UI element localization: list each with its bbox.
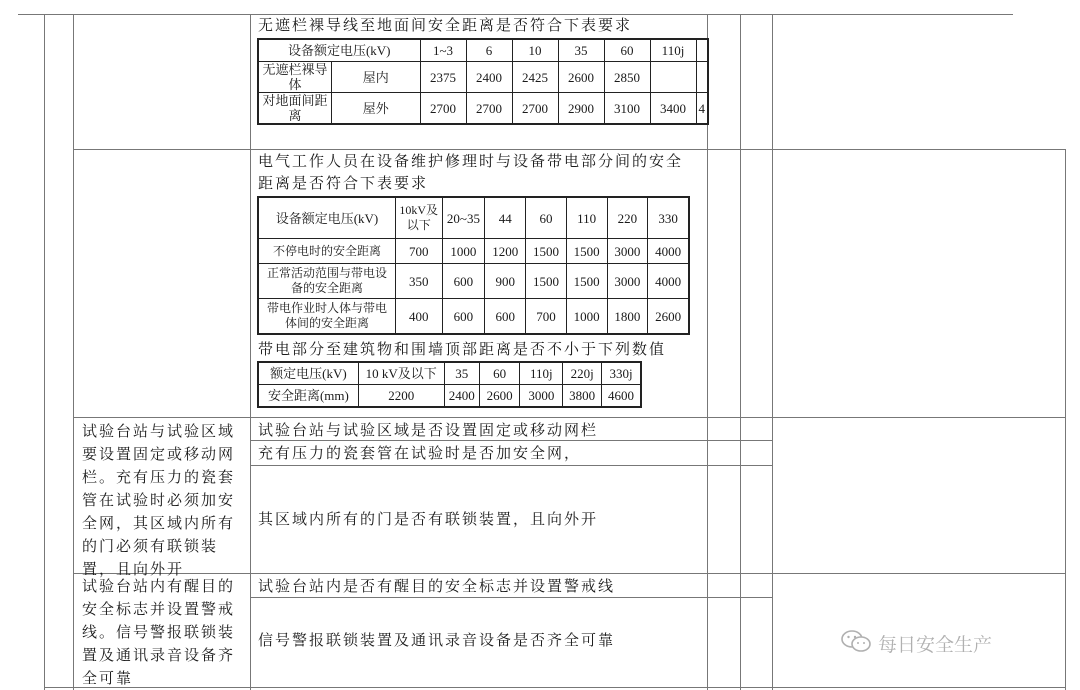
wechat-icon bbox=[840, 628, 878, 659]
t2-cell: 1200 bbox=[485, 239, 526, 264]
t3-voltage: 35 bbox=[444, 362, 479, 385]
t2-voltage: 110 bbox=[566, 197, 607, 239]
section3-item-2: 充有压力的瓷套管在试验时是否加安全网， bbox=[258, 444, 582, 462]
t2-cell: 2600 bbox=[648, 299, 689, 335]
t3-cell: 2600 bbox=[479, 385, 520, 408]
watermark bbox=[840, 628, 992, 659]
t1-cell: 2700 bbox=[466, 93, 512, 125]
section3-item-3: 其区域内所有的门是否有联锁装置，且向外开 bbox=[258, 510, 599, 528]
t2-voltage: 330 bbox=[648, 197, 689, 239]
t2-cell: 700 bbox=[395, 239, 442, 264]
t3-cell: 3000 bbox=[520, 385, 563, 408]
t2-header-label: 设备额定电压(kV) bbox=[258, 197, 395, 239]
t3-voltage: 60 bbox=[479, 362, 520, 385]
t1-cell: 2700 bbox=[512, 93, 558, 125]
t1-header-label: 设备额定电压(kV) bbox=[258, 39, 420, 62]
col-line-3 bbox=[250, 14, 251, 690]
bare-conductor-distance-table bbox=[257, 38, 709, 125]
col-line-7 bbox=[1065, 150, 1066, 690]
t1-cell: 2375 bbox=[420, 62, 466, 93]
col-line-2 bbox=[73, 14, 74, 690]
section3-item-1: 试验台站与试验区域是否设置固定或移动网栏 bbox=[258, 421, 599, 439]
t2-cell: 1500 bbox=[566, 239, 607, 264]
t2-cell: 400 bbox=[395, 299, 442, 335]
t1-voltage: 6 bbox=[466, 39, 512, 62]
t3-voltage: 220j bbox=[563, 362, 602, 385]
t2-cell: 900 bbox=[485, 264, 526, 299]
t2-row-label: 不停电时的安全距离 bbox=[258, 239, 395, 264]
t1-voltage: 10 bbox=[512, 39, 558, 62]
t1-cell: 2700 bbox=[420, 93, 466, 125]
t1-cell: 3400 bbox=[650, 93, 696, 125]
t2-row-label: 带电作业时人体与带电体间的安全距离 bbox=[258, 299, 395, 335]
t2-cell: 1000 bbox=[566, 299, 607, 335]
section4-item-1: 试验台站内是否有醒目的安全标志并设置警戒线 bbox=[258, 577, 616, 595]
t1-voltage: 110j bbox=[650, 39, 696, 62]
section4-requirement: 试验台站内有醒目的安全标志并设置警戒线。信号警报联锁装置及通讯录音设备齐全可靠 bbox=[82, 577, 236, 687]
t2-cell: 600 bbox=[442, 264, 485, 299]
section3-requirement: 试验台站与试验区域要设置固定或移动网栏。充有压力的瓷套管在试验时必须加安全网，其区域内所有的门必须有联锁装置，且向外开 bbox=[82, 422, 236, 578]
col-line-6 bbox=[772, 14, 773, 690]
t3-row-label: 安全距离(mm) bbox=[258, 385, 358, 408]
t2-cell: 600 bbox=[485, 299, 526, 335]
t3-cell: 4600 bbox=[602, 385, 641, 408]
t2-cell: 700 bbox=[526, 299, 567, 335]
t2-voltage: 10kV及以下 bbox=[395, 197, 442, 239]
t2-cell: 350 bbox=[395, 264, 442, 299]
maintenance-safety-distance-table bbox=[257, 196, 690, 335]
t2-cell: 1500 bbox=[526, 239, 567, 264]
t2-cell: 1800 bbox=[607, 299, 648, 335]
t1-row-type: 屋内 bbox=[332, 62, 421, 93]
t3-voltage: 10 kV及以下 bbox=[358, 362, 444, 385]
t2-row-label: 正常活动范围与带电设备的安全距离 bbox=[258, 264, 395, 299]
t3-header-label: 额定电压(kV) bbox=[258, 362, 358, 385]
t1-voltage bbox=[696, 39, 708, 62]
t1-cell: 2400 bbox=[466, 62, 512, 93]
t2-cell: 1500 bbox=[566, 264, 607, 299]
t1-voltage: 60 bbox=[604, 39, 650, 62]
t2-voltage: 20~35 bbox=[442, 197, 485, 239]
t1-voltage: 1~3 bbox=[420, 39, 466, 62]
t1-row-type: 屋外 bbox=[332, 93, 421, 125]
section1-question: 无遮栏裸导线至地面间安全距离是否符合下表要求 bbox=[258, 16, 633, 34]
t2-voltage: 60 bbox=[526, 197, 567, 239]
t1-cell: 2425 bbox=[512, 62, 558, 93]
t2-cell: 1500 bbox=[526, 264, 567, 299]
watermark-text: 每日安全生产 bbox=[878, 634, 993, 656]
t2-cell: 4000 bbox=[648, 239, 689, 264]
t2-voltage: 44 bbox=[485, 197, 526, 239]
t1-cell: 4 bbox=[696, 93, 708, 125]
t2-voltage: 220 bbox=[607, 197, 648, 239]
t1-cell bbox=[696, 62, 708, 93]
section2-question-line2: 距离是否符合下表要求 bbox=[258, 174, 429, 192]
t3-cell: 3800 bbox=[563, 385, 602, 408]
t3-voltage: 330j bbox=[602, 362, 641, 385]
t1-cell: 3100 bbox=[604, 93, 650, 125]
t1-cell bbox=[650, 62, 696, 93]
t1-cell: 2850 bbox=[604, 62, 650, 93]
t3-voltage: 110j bbox=[520, 362, 563, 385]
section4-item-2: 信号警报联锁装置及通讯录音设备是否齐全可靠 bbox=[258, 631, 616, 649]
t2-cell: 600 bbox=[442, 299, 485, 335]
t3-cell: 2200 bbox=[358, 385, 444, 408]
t2-cell: 4000 bbox=[648, 264, 689, 299]
t1-cell: 2900 bbox=[558, 93, 604, 125]
t1-voltage: 35 bbox=[558, 39, 604, 62]
building-clearance-table bbox=[257, 361, 642, 408]
row-line-3b bbox=[250, 465, 772, 466]
t1-cell: 2600 bbox=[558, 62, 604, 93]
row-line-2 bbox=[73, 417, 1066, 418]
section2-question-line1: 电气工作人员在设备维护修理时与设备带电部分间的安全 bbox=[258, 152, 684, 170]
section2-question2: 带电部分至建筑物和围墙顶部距离是否不小于下列数值 bbox=[258, 340, 667, 358]
col-line-1 bbox=[44, 14, 45, 690]
t3-cell: 2400 bbox=[444, 385, 479, 408]
t2-cell: 3000 bbox=[607, 264, 648, 299]
col-line-5 bbox=[740, 14, 741, 690]
t1-group-label-2: 对地面间距离 bbox=[258, 93, 332, 125]
t1-group-label: 无遮栏裸导体 bbox=[258, 62, 332, 93]
t2-cell: 1000 bbox=[442, 239, 485, 264]
t2-cell: 3000 bbox=[607, 239, 648, 264]
